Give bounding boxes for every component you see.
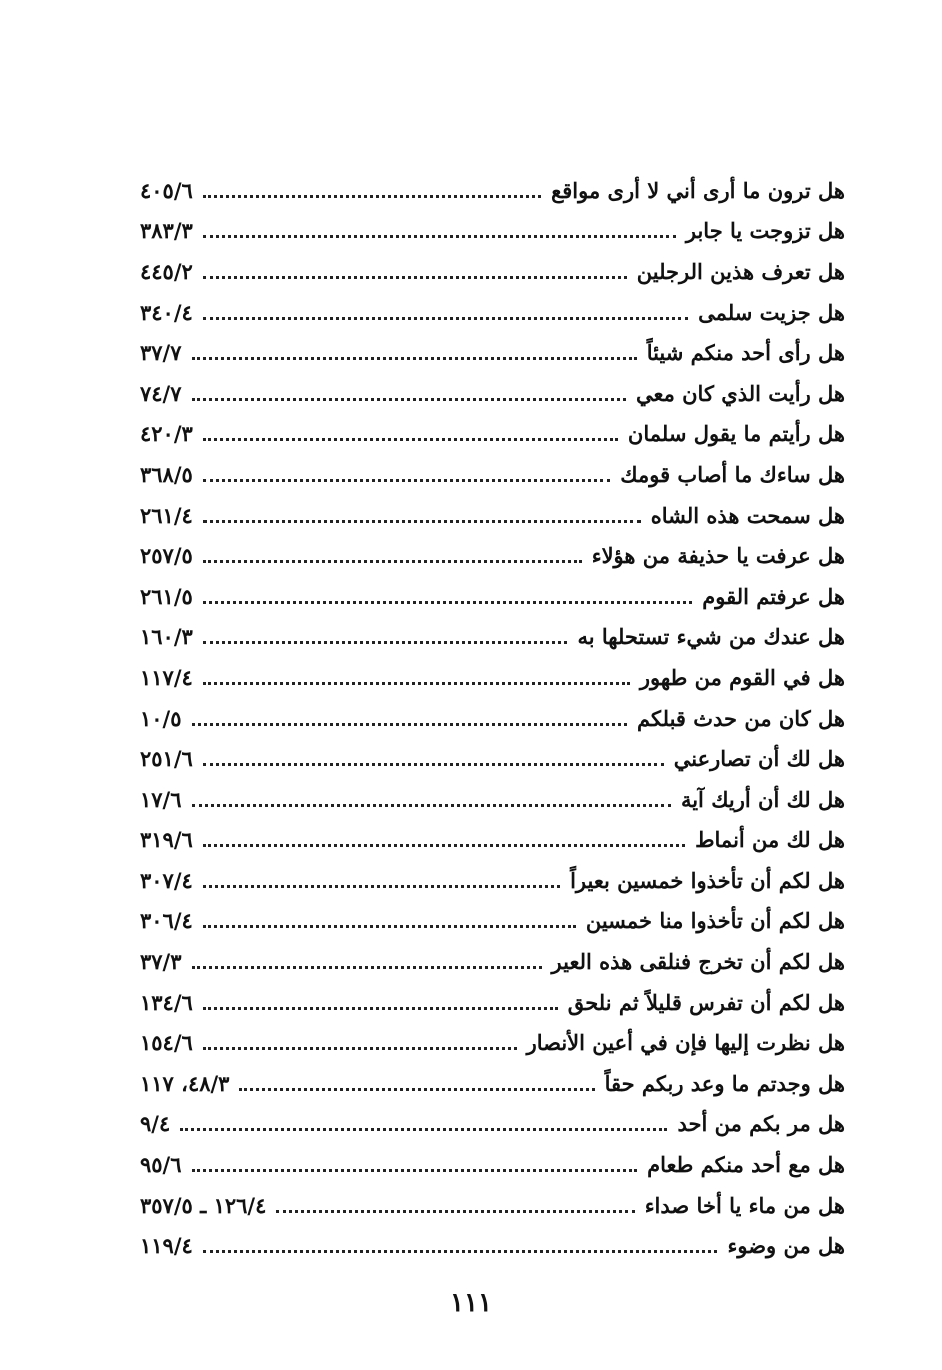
entry-reference: ١٣٤/٦ (140, 989, 193, 1015)
entry-reference: ٤٤٥/٢ (140, 258, 193, 284)
index-entry (140, 982, 845, 1023)
entry-text: هل سمحت هذه الشاه (650, 502, 845, 528)
entry-reference: ٢٥٧/٥ (140, 543, 193, 569)
dot-leader (192, 723, 628, 726)
entry-text: هل من ماء يا أخا صداء (644, 1192, 845, 1218)
index-entry (140, 332, 845, 373)
index-entry (140, 698, 845, 739)
entry-text: هل رأى أحد منكم شيئاً (646, 340, 845, 366)
index-entry (140, 779, 845, 820)
dot-leader (239, 1088, 594, 1091)
index-entry (140, 738, 845, 779)
entry-reference: ٣٧/٣ (140, 949, 182, 975)
entry-text: هل رأيت الذي كان معي (635, 380, 845, 406)
entry-text: هل مر بكم من أحد (677, 1111, 845, 1137)
entry-text: هل جزيت سلمى (698, 299, 845, 325)
entry-text: هل لكم أن تفرس قليلاً ثم نلحق (567, 989, 845, 1015)
dot-leader (203, 520, 641, 523)
dot-leader (203, 641, 568, 644)
entry-reference: ١٠/٥ (140, 705, 182, 731)
entry-reference: ٣٠٦/٤ (140, 908, 193, 934)
entry-text: هل كان من حدث قبلكم (637, 705, 845, 731)
index-entry (140, 373, 845, 414)
dot-leader (192, 1169, 638, 1172)
entry-reference: ٩٥/٦ (140, 1152, 182, 1178)
index-entry (140, 576, 845, 617)
dot-leader (203, 601, 692, 604)
index-entry (140, 495, 845, 536)
entry-text: هل لك من أنماط (695, 827, 845, 853)
index-entry (140, 414, 845, 455)
entry-reference: ٢٦١/٤ (140, 502, 193, 528)
entry-reference: ١٦٠/٣ (140, 624, 193, 650)
page-number: ١١١ (450, 1288, 492, 1318)
entry-text: هل رأيتم ما يقول سلمان (627, 421, 845, 447)
dot-leader (203, 682, 630, 685)
entry-text: هل لكم أن تخرج فنلقى هذه العير (551, 949, 845, 975)
entry-text: هل في القوم من طهور (639, 664, 845, 690)
entry-text: هل لكم أن تأخذوا خمسين بعيراً (570, 867, 845, 893)
index-entry (140, 1185, 845, 1226)
dot-leader (203, 438, 618, 441)
entry-reference: ٩/٤ (140, 1111, 171, 1137)
entry-reference: ٣٧/٧ (140, 340, 182, 366)
index-entry (140, 1063, 845, 1104)
entry-reference: ٤٠٥/٦ (140, 177, 193, 203)
index-entry (140, 1144, 845, 1185)
entry-reference: ٤٢٠/٣ (140, 421, 193, 447)
index-entry (140, 1022, 845, 1063)
entry-text: هل ساءك ما أصاب قومك (620, 461, 845, 487)
dot-leader (276, 1210, 634, 1213)
entry-reference: ٢٥١/٦ (140, 746, 193, 772)
entry-text: هل عرفتم القوم (702, 583, 845, 609)
index-list (140, 170, 845, 1266)
index-entry (140, 860, 845, 901)
dot-leader (203, 885, 560, 888)
dot-leader (203, 763, 664, 766)
entry-text: هل من وضوء (727, 1233, 845, 1259)
index-entry (140, 820, 845, 861)
dot-leader (203, 235, 676, 238)
index-entry (140, 454, 845, 495)
entry-text: هل عندك من شيء تستحلها به (577, 624, 845, 650)
entry-text: هل لكم أن تأخذوا منا خمسين (585, 908, 845, 934)
index-entry (140, 657, 845, 698)
entry-reference: ٣١٩/٦ (140, 827, 193, 853)
index-entry (140, 170, 845, 211)
index-entry (140, 211, 845, 252)
entry-reference: ١٥٤/٦ (140, 1030, 193, 1056)
entry-reference: ٧٤/٧ (140, 380, 182, 406)
dot-leader (203, 925, 576, 928)
entry-text: هل وجدتم ما وعد ربكم حقاً (604, 1070, 845, 1096)
entry-reference: ٣٤٠/٤ (140, 299, 193, 325)
entry-text: هل لك أن تصارعني (673, 746, 845, 772)
index-entry (140, 617, 845, 658)
dot-leader (180, 1128, 667, 1131)
dot-leader (203, 844, 685, 847)
entry-text: هل تعرف هذين الرجلين (636, 258, 845, 284)
dot-leader (192, 804, 671, 807)
dot-leader (192, 357, 637, 360)
index-entry (140, 901, 845, 942)
dot-leader (203, 1007, 558, 1010)
entry-reference: ٢٦١/٥ (140, 583, 193, 609)
dot-leader (192, 398, 626, 401)
entry-text: هل ترون ما أرى أني لا أرى مواقع (551, 177, 845, 203)
dot-leader (203, 560, 582, 563)
index-entry (140, 535, 845, 576)
index-entry (140, 1104, 845, 1145)
entry-reference: ١١٧/٤ (140, 664, 193, 690)
entry-text: هل عرفت يا حذيفة من هؤلاء (591, 543, 845, 569)
entry-text: هل مع أحد منكم طعام (647, 1152, 845, 1178)
dot-leader (203, 317, 688, 320)
dot-leader (203, 479, 610, 482)
entry-reference: ١٧/٦ (140, 786, 182, 812)
entry-reference: ١١٩/٤ (140, 1233, 193, 1259)
entry-reference: ٣٦٨/٥ (140, 461, 193, 487)
entry-text: هل تزوجت يا جابر (685, 218, 845, 244)
dot-leader (192, 966, 542, 969)
index-entry (140, 1225, 845, 1266)
dot-leader (203, 1047, 517, 1050)
entry-reference: ٣٨٣/٣ (140, 218, 193, 244)
index-entry (140, 251, 845, 292)
entry-text: هل لك أن أريك آية (680, 786, 845, 812)
index-entry (140, 292, 845, 333)
dot-leader (203, 276, 627, 279)
entry-reference: ٣٠٧/٤ (140, 867, 193, 893)
dot-leader (203, 1250, 718, 1253)
entry-text: هل نظرت إليها فإن في أعين الأنصار (526, 1030, 845, 1056)
entry-reference: ١٢٦/٤ ـ ٣٥٧/٥ (140, 1192, 267, 1218)
entry-reference: ٤٨/٣، ١١٧ (140, 1070, 230, 1096)
dot-leader (203, 195, 541, 198)
index-entry (140, 941, 845, 982)
